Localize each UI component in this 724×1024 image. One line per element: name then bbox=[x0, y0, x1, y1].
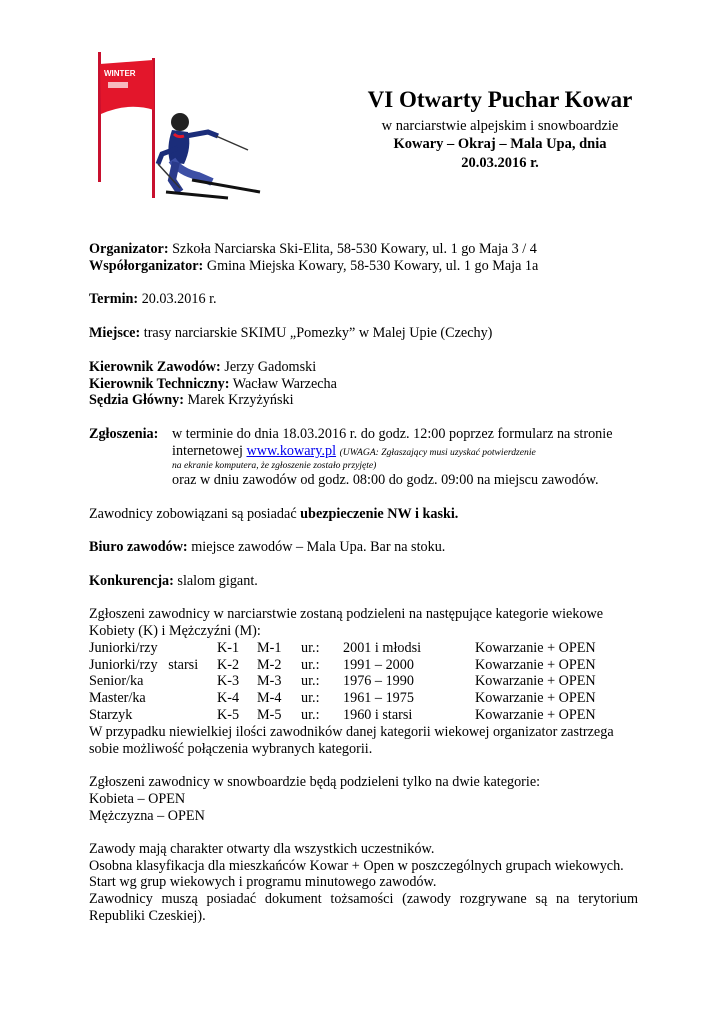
registration-line3: oraz w dniu zawodów od godz. 08:00 do godz. 09:00 na miejscu zawodów. bbox=[172, 472, 599, 488]
term-line bbox=[89, 291, 217, 308]
snowboard-men: Mężczyzna – OPEN bbox=[89, 808, 205, 824]
location-line bbox=[89, 325, 492, 342]
category-class: Kowarzanie + OPEN bbox=[475, 657, 596, 673]
category-row bbox=[89, 707, 649, 724]
final-line4: Zawodnicy muszą posiadać dokument tożsamości (zawody rozgrywane są na terytorium bbox=[89, 891, 638, 907]
coorganizer-label: Współorganizator: bbox=[89, 258, 204, 274]
organizer-label: Organizator: bbox=[89, 241, 169, 257]
staff-line bbox=[89, 359, 316, 376]
category-row bbox=[89, 673, 649, 690]
ski-intro-line2: Kobiety (K) i Mężczyźni (M): bbox=[89, 623, 261, 639]
category-k: K-4 bbox=[217, 690, 240, 706]
category-ur: ur.: bbox=[301, 673, 320, 689]
skier-helmet bbox=[171, 113, 189, 131]
merge-note-line1: W przypadku niewielkiej ilości zawodników danej kategorii wiekowej organizator zastrzega bbox=[89, 724, 614, 740]
banner-text: WINTER bbox=[104, 69, 136, 78]
office-line bbox=[89, 539, 445, 556]
competition-value: slalom gigant. bbox=[177, 573, 258, 589]
snowboard-intro: Zgłoszeni zawodnicy w snowboardzie będą podzieleni tylko na dwie kategorie: bbox=[89, 774, 541, 790]
category-ur: ur.: bbox=[301, 707, 320, 723]
staff-line bbox=[89, 376, 337, 393]
location-value: trasy narciarskie SKIMU „Pomezky” w Malej Upie (Czechy) bbox=[143, 325, 493, 341]
category-row bbox=[89, 690, 649, 707]
term-value: 20.03.2016 r. bbox=[141, 291, 217, 307]
staff-value: Jerzy Gadomski bbox=[224, 359, 317, 375]
category-class: Kowarzanie + OPEN bbox=[475, 707, 596, 723]
staff-value: Wacław Warzecha bbox=[232, 376, 337, 392]
insurance-bold: ubezpieczenie NW i kaski. bbox=[300, 506, 459, 522]
category-name: Juniorki/rzy bbox=[89, 640, 158, 656]
category-row bbox=[89, 657, 649, 674]
kowary-link[interactable]: www.kowary.pl bbox=[246, 443, 337, 459]
insurance-line bbox=[89, 506, 458, 523]
office-value: miejsce zawodów – Mala Upa. Bar na stoku. bbox=[191, 539, 446, 555]
category-name: Master/ka bbox=[89, 690, 146, 706]
event-place: Kowary – Okraj – Mala Upa, dnia bbox=[393, 136, 607, 152]
page-subtitle: w narciarstwie alpejskim i snowboardzie bbox=[381, 118, 619, 134]
registration-label bbox=[89, 426, 158, 443]
registration-note1: (UWAGA: Zgłaszający musi uzyskać potwierdzenie bbox=[339, 447, 536, 458]
competition-line bbox=[89, 573, 258, 590]
registration-note2: na ekranie komputera, że zgłoszenie zostało przyjęte) bbox=[172, 460, 377, 471]
final-line3: Start wg grup wiekowych i programu minutowego zawodów. bbox=[89, 874, 437, 890]
term-label: Termin: bbox=[89, 291, 139, 307]
office-label: Biuro zawodów: bbox=[89, 539, 188, 555]
banner-stripe bbox=[108, 82, 128, 88]
location-label: Miejsce: bbox=[89, 325, 141, 341]
category-m: M-3 bbox=[257, 673, 282, 689]
category-m: M-4 bbox=[257, 690, 282, 706]
category-name: Starzyk bbox=[89, 707, 133, 723]
ski-pole bbox=[216, 136, 248, 150]
category-years: 1991 – 2000 bbox=[343, 657, 414, 673]
category-years: 1960 i starsi bbox=[343, 707, 413, 723]
staff-label: Kierownik Zawodów: bbox=[89, 359, 221, 375]
category-years: 2001 i młodsi bbox=[343, 640, 422, 656]
final-line2: Osobna klasyfikacja dla mieszkańców Kowar + Open w poszczególnych grupach wiekowych. bbox=[89, 858, 624, 874]
staff-value: Marek Krzyżyński bbox=[187, 392, 294, 408]
event-date: 20.03.2016 r. bbox=[461, 155, 539, 171]
staff-label: Sędzia Główny: bbox=[89, 392, 184, 408]
category-k: K-5 bbox=[217, 707, 240, 723]
registration-label-text: Zgłoszenia: bbox=[89, 426, 159, 442]
staff-line bbox=[89, 392, 294, 409]
category-k: K-3 bbox=[217, 673, 240, 689]
category-ur: ur.: bbox=[301, 657, 320, 673]
competition-label: Konkurencja: bbox=[89, 573, 174, 589]
ski-intro-line1: Zgłoszeni zawodnicy w narciarstwie zostaną podzieleni na następujące kategorie wiekowe bbox=[89, 606, 604, 622]
category-years: 1976 – 1990 bbox=[343, 673, 414, 689]
ski-front bbox=[192, 180, 260, 192]
category-row bbox=[89, 640, 649, 657]
registration-prefix: internetowej bbox=[172, 443, 243, 459]
category-m: M-5 bbox=[257, 707, 282, 723]
organizer-value: Szkoła Narciarska Ski-Elita, 58-530 Kowary, ul. 1 go Maja 3 / 4 bbox=[172, 241, 537, 257]
category-m: M-1 bbox=[257, 640, 282, 656]
category-ur: ur.: bbox=[301, 640, 320, 656]
page-title: VI Otwarty Puchar Kowar bbox=[367, 87, 633, 112]
coorganizer-line bbox=[89, 258, 538, 275]
final-line1: Zawody mają charakter otwarty dla wszystkich uczestników. bbox=[89, 841, 435, 857]
category-ur: ur.: bbox=[301, 690, 320, 706]
coorganizer-value: Gmina Miejska Kowary, 58-530 Kowary, ul. 1 go Maja 1a bbox=[206, 258, 539, 274]
skier-logo bbox=[88, 52, 308, 202]
category-name: Senior/ka bbox=[89, 673, 144, 689]
category-class: Kowarzanie + OPEN bbox=[475, 640, 596, 656]
category-name: Juniorki/rzy starsi bbox=[89, 657, 199, 673]
final-line5: Republiki Czeskiej). bbox=[89, 908, 206, 924]
category-k: K-2 bbox=[217, 657, 240, 673]
category-k: K-1 bbox=[217, 640, 240, 656]
organizer-line bbox=[89, 241, 537, 258]
staff-label: Kierownik Techniczny: bbox=[89, 376, 230, 392]
category-years: 1961 – 1975 bbox=[343, 690, 414, 706]
category-m: M-2 bbox=[257, 657, 282, 673]
ski-back bbox=[166, 192, 228, 198]
insurance-prefix: Zawodnicy zobowiązani są posiadać bbox=[89, 506, 297, 522]
merge-note-line2: sobie możliwość połączenia wybranych kategorii. bbox=[89, 741, 373, 757]
registration-line2 bbox=[172, 443, 536, 460]
registration-line1: w terminie do dnia 18.03.2016 r. do godz. 12:00 poprzez formularz na stronie bbox=[172, 426, 613, 442]
category-class: Kowarzanie + OPEN bbox=[475, 690, 596, 706]
category-class: Kowarzanie + OPEN bbox=[475, 673, 596, 689]
skier-figure bbox=[158, 113, 260, 198]
skier-arm bbox=[186, 132, 218, 136]
snowboard-women: Kobieta – OPEN bbox=[89, 791, 186, 807]
